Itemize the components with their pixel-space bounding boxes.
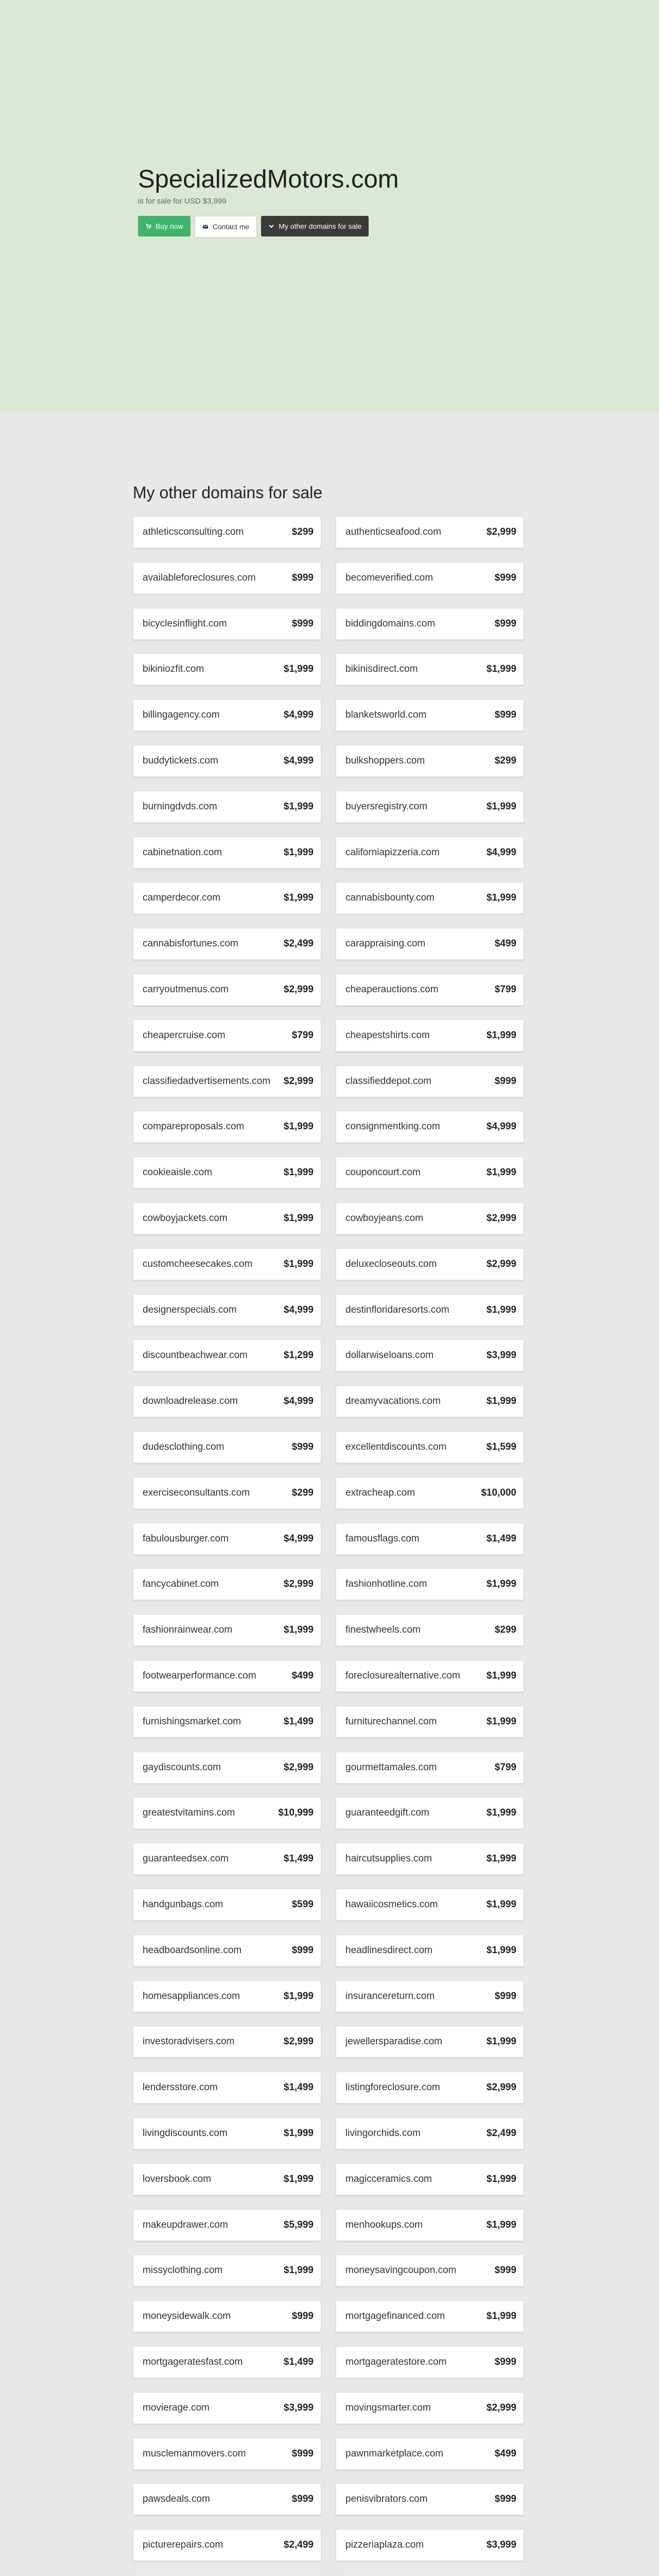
domain-card[interactable] [336, 2163, 524, 2195]
domain-card[interactable] [336, 2026, 524, 2058]
domain-price: $1,999 [486, 2311, 516, 2322]
domain-name: gaydiscounts.com [143, 1761, 221, 1773]
domain-price: $2,999 [283, 1761, 314, 1773]
domain-card[interactable] [336, 1248, 524, 1280]
domain-name: makeupdrawer.com [143, 2219, 228, 2230]
domain-card[interactable] [336, 2529, 524, 2561]
domain-card[interactable] [133, 562, 321, 594]
domain-card[interactable] [133, 516, 321, 548]
domain-name: fashionrainwear.com [143, 1624, 233, 1636]
domain-price: $799 [291, 1029, 314, 1041]
domain-card[interactable] [133, 1065, 321, 1097]
domain-name: cabinetnation.com [143, 846, 222, 858]
domain-card[interactable] [336, 1294, 524, 1326]
domain-card[interactable] [133, 1157, 321, 1189]
domain-card[interactable] [133, 653, 321, 685]
domain-name: cookieaisle.com [143, 1167, 213, 1178]
domain-price: $2,999 [486, 527, 516, 537]
domain-card[interactable] [133, 1752, 321, 1784]
domain-name: biddingdomains.com [345, 618, 436, 629]
domain-card[interactable] [336, 2255, 524, 2286]
domain-card[interactable] [336, 974, 524, 1006]
domain-card[interactable] [133, 1385, 321, 1417]
domain-name: footwearperformance.com [143, 1670, 256, 1681]
domain-price: $1,999 [486, 2219, 516, 2230]
domain-price: $1,999 [486, 1396, 516, 1407]
domain-price: $2,499 [283, 938, 314, 950]
domain-card[interactable] [133, 837, 321, 869]
domain-name: dudesclothing.com [143, 1442, 224, 1452]
domain-card[interactable] [133, 1980, 321, 2012]
domain-card[interactable] [336, 1020, 524, 1052]
domain-name: pizzeriaplaza.com [345, 2539, 424, 2551]
domain-name: cheaperauctions.com [345, 984, 439, 995]
envelope-icon [202, 224, 209, 230]
domain-price: $2,999 [486, 2082, 516, 2093]
domain-card[interactable] [133, 745, 321, 777]
domain-card[interactable] [336, 2117, 524, 2149]
domain-price: $499 [494, 938, 516, 950]
hero-banner [0, 0, 659, 412]
domain-name: cowboyjackets.com [143, 1213, 228, 1224]
domain-card[interactable] [336, 1340, 524, 1371]
domain-name: listingforeclosure.com [345, 2082, 440, 2093]
domain-price: $1,999 [283, 846, 314, 858]
domain-name: handgunbags.com [143, 1899, 223, 1910]
domain-name: homesappliances.com [143, 1990, 240, 2002]
domain-price: $1,999 [283, 664, 314, 675]
domain-name: buddytickets.com [143, 755, 218, 766]
domain-price: $1,999 [283, 801, 314, 812]
domain-name: authenticseafood.com [345, 527, 441, 537]
domain-price: $1,999 [486, 801, 516, 812]
domain-card[interactable] [133, 1614, 321, 1646]
domain-card[interactable] [133, 1340, 321, 1371]
domain-card[interactable] [133, 1568, 321, 1600]
domain-card[interactable] [133, 1202, 321, 1234]
domain-card[interactable] [336, 1523, 524, 1555]
domain-price: $1,499 [283, 1853, 314, 1865]
domain-price: $1,499 [283, 2357, 314, 2367]
domain-name: investoradvisers.com [143, 2036, 235, 2047]
domain-price: $2,499 [283, 2539, 314, 2551]
domain-price: $1,499 [283, 2082, 314, 2093]
domain-name: cannabisbounty.com [345, 892, 435, 904]
domain-price: $1,999 [283, 892, 314, 904]
domain-card[interactable] [336, 1202, 524, 1234]
contact-button[interactable] [195, 216, 257, 238]
domain-price: $999 [291, 1442, 314, 1452]
domain-name: headboardsonline.com [143, 1944, 242, 1956]
other-domains-section [133, 483, 534, 2551]
domain-price: $999 [291, 1944, 314, 1956]
domain-card[interactable] [336, 653, 524, 685]
domain-price: $4,999 [283, 1533, 314, 1544]
domain-price: $1,999 [486, 1579, 516, 1590]
domain-price: $999 [494, 1990, 516, 2002]
domain-card[interactable] [133, 1889, 321, 1921]
domain-card[interactable] [336, 516, 524, 548]
domain-name: guaranteedsex.com [143, 1853, 229, 1865]
domain-name: mortgagefinanced.com [345, 2311, 445, 2322]
chevron-down-icon [268, 223, 274, 229]
domain-price: $999 [494, 618, 516, 629]
domain-name: carappraising.com [345, 938, 426, 950]
domain-price: $5,999 [283, 2219, 314, 2230]
domain-card[interactable] [336, 791, 524, 823]
domain-name: jewellersparadise.com [345, 2036, 442, 2047]
domain-card[interactable] [336, 2483, 524, 2515]
domain-price: $4,999 [283, 1396, 314, 1407]
domain-name: dreamyvacations.com [345, 1396, 441, 1407]
domain-name: mortgageratesfast.com [143, 2357, 243, 2367]
domain-price: $1,999 [486, 892, 516, 904]
domain-card[interactable] [336, 1843, 524, 1875]
domain-price: $999 [291, 618, 314, 629]
domain-name: excellentdiscounts.com [345, 1442, 447, 1452]
domain-card[interactable] [336, 882, 524, 914]
domain-price: $1,999 [486, 1716, 516, 1727]
domain-price: $2,999 [283, 1075, 314, 1087]
other-domains-label: My other domains for sale [279, 222, 362, 230]
domain-price: $1,999 [283, 2128, 314, 2139]
domain-name: magicceramics.com [345, 2173, 432, 2184]
domain-name: penisvibrators.com [345, 2494, 428, 2505]
domain-name: livingorchids.com [345, 2128, 421, 2139]
domain-card[interactable] [133, 2072, 321, 2104]
domain-price: $3,999 [486, 1350, 516, 1361]
domain-price: $2,499 [486, 2128, 516, 2139]
hero-button-row [138, 216, 399, 238]
domain-name: designerspecials.com [143, 1304, 237, 1315]
domain-name: livingdiscounts.com [143, 2128, 228, 2139]
domain-name: menhookups.com [345, 2219, 423, 2230]
domain-price: $3,999 [283, 2402, 314, 2413]
domain-name: cannabisfortunes.com [143, 938, 238, 950]
domain-card[interactable] [336, 1065, 524, 1097]
domain-card[interactable] [336, 1111, 524, 1143]
domain-price: $1,999 [486, 2036, 516, 2047]
domain-name: hawaiicosmetics.com [345, 1899, 438, 1910]
domain-name: athleticsconsulting.com [143, 527, 244, 537]
domain-card[interactable] [336, 1706, 524, 1738]
domain-card[interactable] [336, 1568, 524, 1600]
domain-price: $4,999 [283, 755, 314, 766]
domain-card[interactable] [336, 2072, 524, 2104]
domain-name: camperdecor.com [143, 892, 221, 904]
domain-name: availableforeclosures.com [143, 572, 256, 583]
domain-card[interactable] [336, 928, 524, 960]
domain-card[interactable] [336, 1797, 524, 1829]
domain-name: mortgageratestore.com [345, 2357, 447, 2367]
domain-name: haircutsupplies.com [345, 1853, 432, 1865]
domain-card[interactable] [336, 2392, 524, 2424]
domain-card[interactable] [133, 2438, 321, 2470]
domain-name: deluxecloseouts.com [345, 1258, 437, 1269]
domain-name: couponcourt.com [345, 1167, 421, 1178]
domain-price: $999 [494, 1075, 516, 1087]
domain-card[interactable] [133, 2255, 321, 2286]
domain-name: bulkshoppers.com [345, 755, 425, 766]
domain-card[interactable] [133, 608, 321, 640]
hero-content [138, 166, 399, 238]
domain-price: $1,999 [283, 1990, 314, 2002]
domain-price: $1,999 [486, 1167, 516, 1178]
domain-name: burningdvds.com [143, 801, 217, 812]
sale-price-text: is for sale for USD $3,999 [138, 196, 227, 206]
domain-card[interactable] [133, 1248, 321, 1280]
domain-card[interactable] [336, 1752, 524, 1784]
domain-name: gourmettamales.com [345, 1761, 437, 1773]
domain-price: $499 [291, 1670, 314, 1681]
domain-price: $1,499 [486, 1533, 516, 1544]
domain-price: $1,999 [283, 1213, 314, 1224]
domain-price: $10,999 [278, 1807, 314, 1819]
domain-card[interactable] [133, 928, 321, 960]
domain-card[interactable] [336, 562, 524, 594]
domain-name: californiapizzeria.com [345, 846, 440, 858]
domain-price: $3,999 [486, 2539, 516, 2551]
domain-price: $2,999 [283, 2036, 314, 2047]
domain-price: $999 [494, 2357, 516, 2367]
domain-name: becomeverified.com [345, 572, 433, 583]
domain-card[interactable] [336, 1980, 524, 2012]
domain-name: furnishingsmarket.com [143, 1716, 241, 1727]
domain-card[interactable] [336, 1889, 524, 1921]
domain-name: bikiniozfit.com [143, 664, 204, 675]
domain-title: SpecializedMotors.com [138, 165, 399, 193]
domain-name: insurancereturn.com [345, 1990, 435, 2002]
domain-name: lendersstore.com [143, 2082, 218, 2093]
domain-price: $1,999 [283, 2173, 314, 2184]
domain-card[interactable] [133, 882, 321, 914]
domain-price: $1,999 [486, 664, 516, 675]
domain-card[interactable] [336, 1385, 524, 1417]
domain-card[interactable] [133, 1935, 321, 1967]
section-title: My other domains for sale [133, 483, 323, 502]
domain-price: $799 [494, 1761, 516, 1773]
domain-price: $1,999 [283, 1167, 314, 1178]
domain-name: billingagency.com [143, 709, 220, 721]
domain-card[interactable] [133, 2300, 321, 2332]
domain-card[interactable] [336, 2346, 524, 2378]
domain-name: headlinesdirect.com [345, 1944, 432, 1956]
domain-card[interactable] [336, 1614, 524, 1646]
domain-price: $10,000 [481, 1487, 516, 1498]
domain-card[interactable] [336, 2300, 524, 2332]
domain-name: movingsmarter.com [345, 2402, 431, 2413]
domain-card[interactable] [133, 2209, 321, 2241]
domain-name: cheapestshirts.com [345, 1029, 430, 1041]
domain-card[interactable] [336, 1660, 524, 1692]
domain-name: missyclothing.com [143, 2265, 223, 2276]
domain-card[interactable] [133, 1477, 321, 1509]
buy-now-button[interactable] [138, 216, 190, 236]
domain-name: dollarwiseloans.com [345, 1350, 434, 1361]
domain-price: $999 [494, 2494, 516, 2505]
domain-price: $1,999 [486, 2173, 516, 2184]
domain-price: $1,999 [486, 1670, 516, 1681]
domain-price: $1,999 [283, 1258, 314, 1269]
domain-name: discountbeachwear.com [143, 1350, 248, 1361]
domain-price: $2,999 [283, 1579, 314, 1590]
domain-card[interactable] [336, 608, 524, 640]
domain-name: cheapercruise.com [143, 1029, 226, 1041]
domain-price: $799 [494, 984, 516, 995]
domain-card[interactable] [336, 2209, 524, 2241]
domain-name: loversbook.com [143, 2173, 212, 2184]
domain-card[interactable] [336, 1477, 524, 1509]
domain-card[interactable] [133, 2392, 321, 2424]
domain-name: musclemanmovers.com [143, 2448, 246, 2459]
domain-card[interactable] [133, 699, 321, 731]
domain-name: consignmentking.com [345, 1121, 440, 1132]
domain-name: buyersregistry.com [345, 801, 428, 812]
domain-price: $2,999 [486, 2402, 516, 2413]
domain-card[interactable] [336, 2438, 524, 2470]
other-domains-button[interactable] [261, 216, 369, 236]
domain-name: compareproposals.com [143, 1121, 245, 1132]
domain-price: $299 [291, 527, 314, 537]
domain-card[interactable] [336, 745, 524, 777]
domain-card[interactable] [133, 2346, 321, 2378]
domain-name: bikinisdirect.com [345, 664, 418, 675]
domain-name: foreclosurealternative.com [345, 1670, 460, 1681]
domain-card[interactable] [133, 974, 321, 1006]
domain-name: fancycabinet.com [143, 1579, 219, 1590]
domain-card[interactable] [133, 1020, 321, 1052]
domain-card[interactable] [133, 1431, 321, 1463]
domain-card[interactable] [133, 2026, 321, 2058]
domain-card[interactable] [133, 2529, 321, 2561]
domain-card[interactable] [133, 1797, 321, 1829]
domain-price: $599 [291, 1899, 314, 1910]
domain-card[interactable] [133, 1660, 321, 1692]
domain-price: $1,999 [486, 1853, 516, 1865]
domain-card[interactable] [133, 1843, 321, 1875]
domain-name: customcheesecakes.com [143, 1258, 253, 1269]
domain-name: classifieddepot.com [345, 1075, 431, 1087]
domain-name: extracheap.com [345, 1487, 415, 1498]
domain-name: bicyclesinflight.com [143, 618, 227, 629]
domain-name: pawnmarketplace.com [345, 2448, 444, 2459]
domain-name: guaranteedgift.com [345, 1807, 429, 1819]
domain-price: $2,999 [486, 1213, 516, 1224]
domain-name: finestwheels.com [345, 1624, 421, 1636]
domain-price: $1,999 [486, 1807, 516, 1819]
domain-card[interactable] [133, 791, 321, 823]
domain-price: $4,999 [486, 846, 516, 858]
domain-price: $999 [291, 2494, 314, 2505]
domain-price: $499 [494, 2448, 516, 2459]
buy-now-label: Buy now [155, 222, 183, 230]
domain-price: $999 [494, 2265, 516, 2276]
domain-card[interactable] [336, 699, 524, 731]
domain-name: destinfloridaresorts.com [345, 1304, 449, 1315]
cart-icon [145, 223, 151, 229]
domain-card[interactable] [133, 2483, 321, 2515]
domain-price: $999 [291, 2311, 314, 2322]
domain-name: cowboyjeans.com [345, 1213, 424, 1224]
domain-card[interactable] [133, 1111, 321, 1143]
domain-price: $1,999 [283, 1121, 314, 1132]
domain-price: $1,299 [283, 1350, 314, 1361]
domain-card[interactable] [133, 2117, 321, 2149]
domain-price: $4,999 [283, 1304, 314, 1315]
domain-price: $1,999 [486, 1944, 516, 1956]
domain-price: $999 [291, 2448, 314, 2459]
domain-price: $1,999 [486, 1029, 516, 1041]
domain-name: carryoutmenus.com [143, 984, 229, 995]
domain-price: $1,999 [283, 2265, 314, 2276]
domain-card[interactable] [133, 2163, 321, 2195]
domain-name: downloadrelease.com [143, 1396, 238, 1407]
domain-price: $2,999 [283, 984, 314, 995]
domain-price: $999 [494, 709, 516, 721]
domain-price: $999 [494, 572, 516, 583]
domain-price: $4,999 [283, 709, 314, 721]
domain-name: pawsdeals.com [143, 2494, 210, 2505]
domain-name: blanketsworld.com [345, 709, 427, 721]
domain-name: classifiedadvertisements.com [143, 1075, 271, 1087]
domain-name: furniturechannel.com [345, 1716, 437, 1727]
domain-price: $1,599 [486, 1442, 516, 1452]
domain-name: movierage.com [143, 2402, 210, 2413]
domain-card[interactable] [336, 1935, 524, 1967]
domain-name: exerciseconsultants.com [143, 1487, 250, 1498]
domain-card[interactable] [336, 1431, 524, 1463]
domain-card[interactable] [133, 1523, 321, 1555]
domain-card[interactable] [133, 1294, 321, 1326]
domain-price: $4,999 [486, 1121, 516, 1132]
domain-price: $299 [291, 1487, 314, 1498]
domain-price: $2,999 [486, 1258, 516, 1269]
domain-card[interactable] [133, 1706, 321, 1738]
domain-name: famousflags.com [345, 1533, 420, 1544]
domain-card[interactable] [336, 1157, 524, 1189]
contact-label: Contact me [212, 222, 250, 231]
domain-card[interactable] [336, 837, 524, 869]
domain-price: $1,999 [486, 1899, 516, 1910]
domain-price: $1,999 [486, 1304, 516, 1315]
domain-price: $1,499 [283, 1716, 314, 1727]
domain-name: fashionhotline.com [345, 1579, 427, 1590]
domain-name: greatestvitamins.com [143, 1807, 235, 1819]
domain-price: $299 [494, 755, 516, 766]
domain-name: moneysidewalk.com [143, 2311, 231, 2322]
domain-name: picturerepairs.com [143, 2539, 223, 2551]
domain-name: moneysavingcoupon.com [345, 2265, 457, 2276]
domain-price: $299 [494, 1624, 516, 1636]
domain-name: fabulousburger.com [143, 1533, 229, 1544]
domain-price: $999 [291, 572, 314, 583]
domain-price: $1,999 [283, 1624, 314, 1636]
